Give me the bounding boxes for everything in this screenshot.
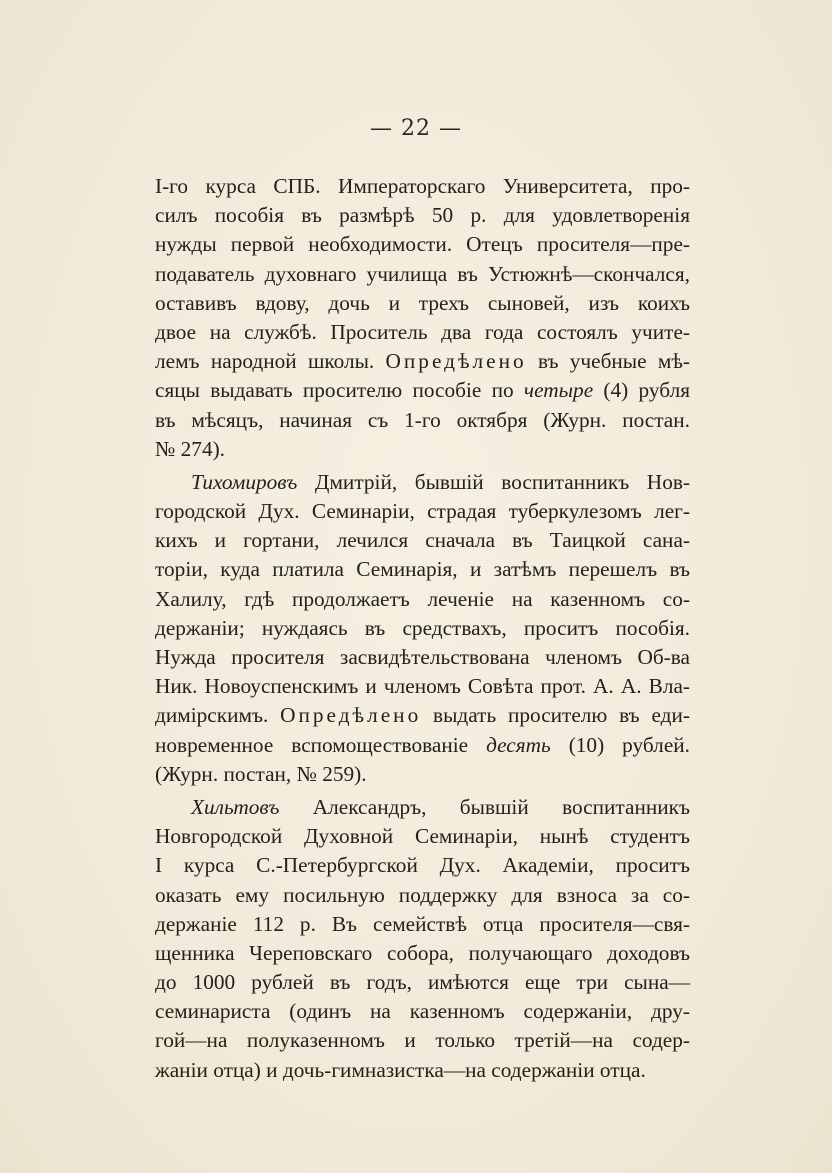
text-line: держаніи; нуждаясь въ средствахъ, проситъ пособія. <box>155 615 690 640</box>
text-line: держаніе 112 р. Въ семействѣ отца просителя—свя- <box>155 911 690 936</box>
spaced-decision-word: Опредѣлено <box>280 703 422 728</box>
paragraph-2 <box>155 468 690 789</box>
italic-amount: четыре <box>523 378 594 403</box>
text-line: щенника Череповскаго собора, получающаго доходовъ <box>155 940 690 965</box>
text-line: кихъ и гортани, лечился сначала въ Таицкой сана- <box>155 528 690 553</box>
text-line: нужды первой необходимости. Отецъ просителя—пре- <box>155 232 690 257</box>
text-line: № 274). <box>155 436 226 461</box>
text-line: Нужда просителя засвидѣтельствована членомъ Об-ва <box>155 645 690 669</box>
text-line: димірскимъ. Опредѣлено выдать просителю въ еди- <box>155 703 690 728</box>
text-line: семинариста (одинъ на казенномъ содержаніи, дру- <box>155 999 690 1024</box>
text-line: жаніи отца) и дочь-гимназистка—на содержаніи отца. <box>155 1057 646 1082</box>
text-line: подаватель духовнаго училища въ Устюжнѣ—скончался, <box>155 261 690 286</box>
italic-amount: десять <box>486 732 551 757</box>
text-line: оставивъ вдову, дочь и трехъ сыновей, изъ коихъ <box>155 290 690 315</box>
text-line: Хильтовъ Александръ, бывшій воспитанникъ <box>191 794 690 819</box>
text-line: сяцы выдавать просителю пособіе по четыре (4) рубля <box>155 378 690 403</box>
text-line: оказать ему посильную поддержку для взноса за со- <box>155 882 690 907</box>
text-line: Тихомировъ Дмитрій, бывшій воспитанникъ Нов- <box>191 469 690 494</box>
text-line: Халилу, гдѣ продолжаетъ леченіе на казенномъ со- <box>155 586 690 611</box>
text-line: гой—на полуказенномъ и только третій—на содер- <box>155 1028 690 1053</box>
text-line: силъ пособія въ размѣрѣ 50 р. для удовлетворенія <box>155 203 690 228</box>
text-line: (Журн. постан, № 259). <box>155 761 367 786</box>
italic-surname: Тихомировъ <box>191 469 298 494</box>
text-line: лемъ народной школы. Опредѣлено въ учебные мѣ- <box>155 349 690 374</box>
text-line: I курса С.-Петербургской Дух. Академіи, проситъ <box>155 853 690 878</box>
text-line: городской Дух. Семинаріи, страдая туберкулезомъ лег- <box>155 499 690 524</box>
text-line: торіи, куда платила Семинарія, и затѣмъ перешелъ въ <box>155 557 690 582</box>
text-line: I-го курса СПБ. Императорскаго Университета, про- <box>155 174 690 198</box>
italic-surname: Хильтовъ <box>191 794 280 819</box>
text-line: Новгородской Духовной Семинаріи, нынѣ студентъ <box>155 824 690 849</box>
text-line: Ник. Новоуспенскимъ и членомъ Совѣта прот. А. А. Вла- <box>155 674 690 699</box>
text-line: новременное вспомоществованіе десять (10) рублей. <box>155 732 690 757</box>
text-line: двое на службѣ. Проситель два года состоялъ учите- <box>155 319 690 344</box>
text-line: до 1000 рублей въ годъ, имѣются еще три сына— <box>155 970 690 995</box>
paragraph-1 <box>155 172 690 464</box>
spaced-decision-word: Опредѣлено <box>385 349 527 374</box>
paragraph-3 <box>155 793 690 1085</box>
page-number: — 22 — <box>370 116 462 141</box>
text-line: въ мѣсяцъ, начиная съ 1-го октября (Журн. постан. <box>155 407 690 432</box>
body-text <box>155 172 690 1085</box>
